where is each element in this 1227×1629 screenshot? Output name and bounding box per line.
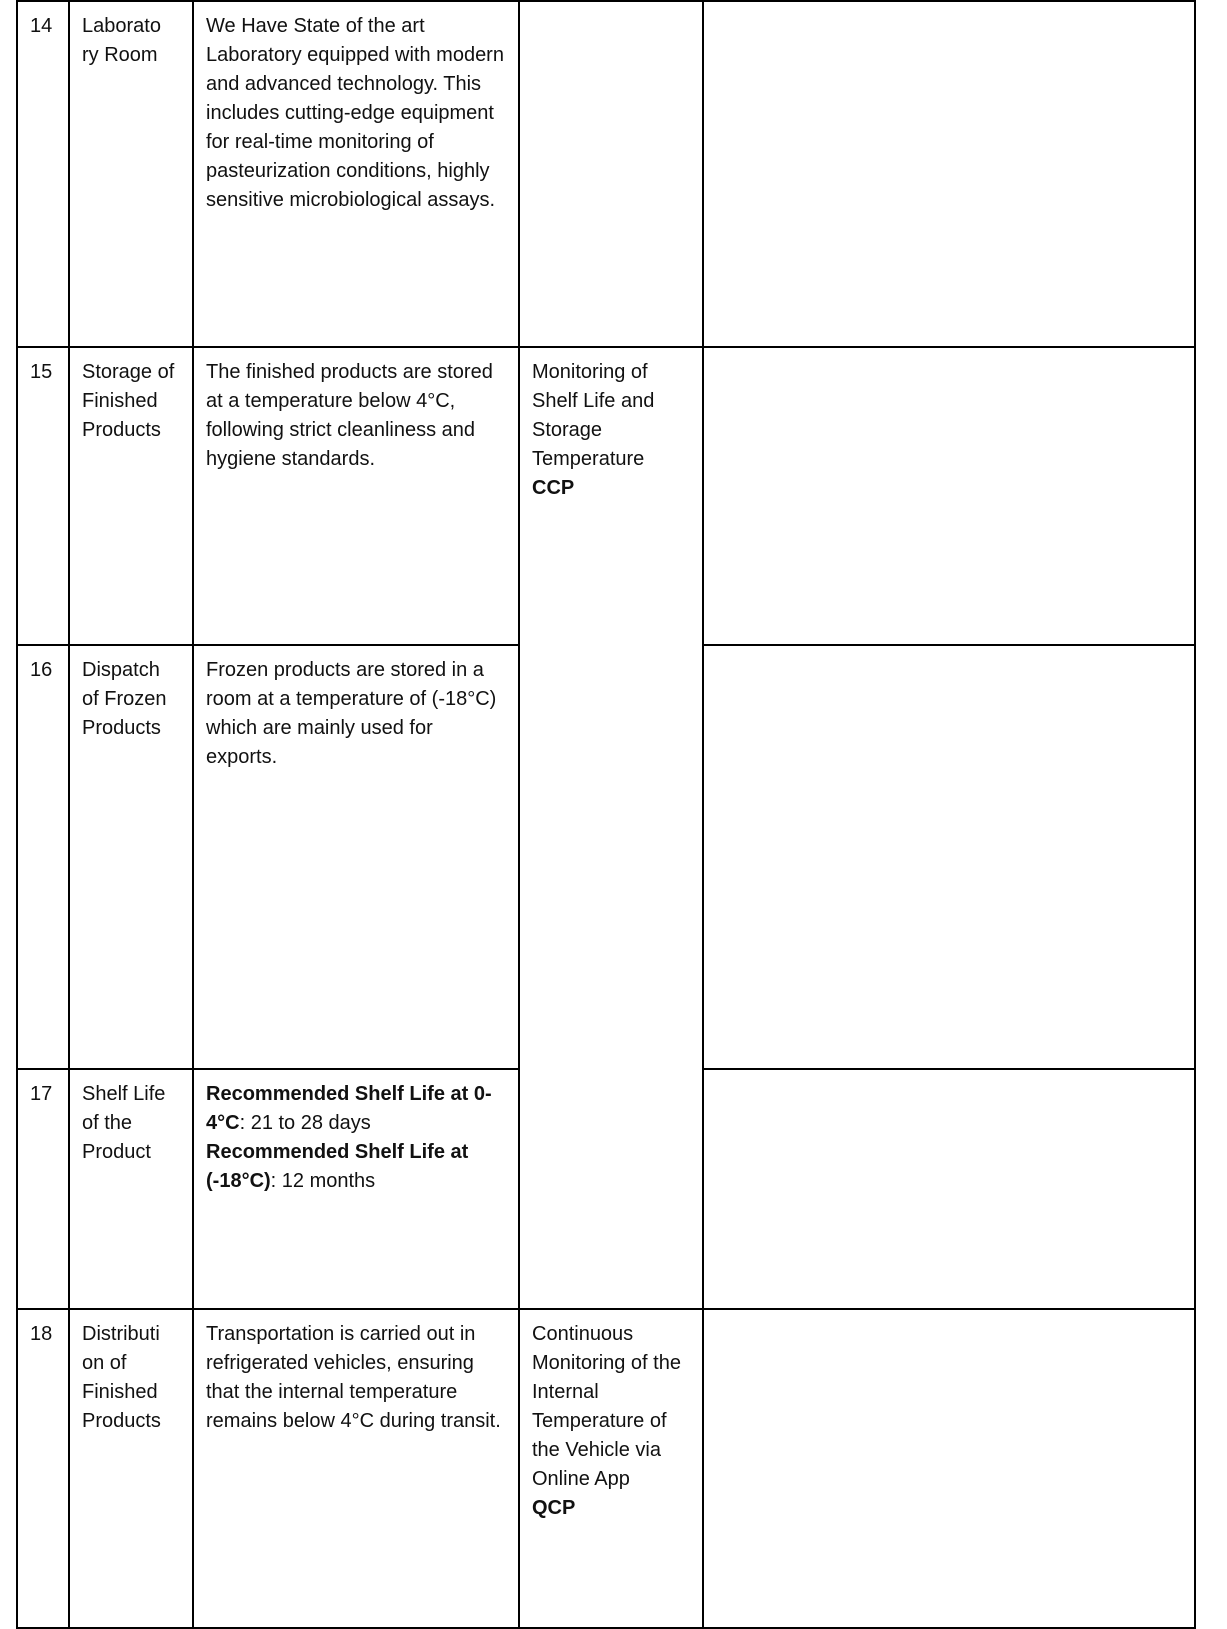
step-name: Dispatch of Frozen Products: [69, 645, 193, 1069]
control-text: Continuous Monitoring of the Internal Temperature of the Vehicle via Online App: [532, 1323, 681, 1490]
shelf-life-label: Recommended Shelf Life at (-18°C): [206, 1141, 469, 1192]
control-code: CCP: [532, 477, 575, 499]
photo-cell: [703, 1309, 1195, 1628]
table-row: [17, 347, 1195, 645]
control-code: QCP: [532, 1497, 576, 1519]
control-point: [519, 1, 703, 347]
step-description: Frozen products are stored in a room at a temperature of (-18°C) which are mainly used for exports.: [193, 645, 519, 1069]
photo-cell: [703, 645, 1195, 1069]
photo-cell: [703, 1069, 1195, 1309]
step-description: We Have State of the art Laboratory equipped with modern and advanced technology. This includes cutting-edge equipment for real-time monitoring of pasteurization conditions, highly sensitive microbiological assays.: [193, 1, 519, 347]
step-description: Transportation is carried out in refrigerated vehicles, ensuring that the internal temperature remains below 4°C during transit.: [193, 1309, 519, 1628]
shelf-life-value: : 21 to 28 days: [239, 1112, 371, 1134]
step-description: The finished products are stored at a temperature below 4°C, following strict cleanliness and hygiene standards.: [193, 347, 519, 645]
table-row: [17, 1309, 1195, 1628]
step-number: 16: [17, 645, 69, 1069]
process-table: [16, 0, 1196, 1629]
step-name: Shelf Life of the Product: [69, 1069, 193, 1309]
shelf-life-value: : 12 months: [270, 1170, 376, 1192]
step-name: Laborato ry Room: [69, 1, 193, 347]
photo-cell: [703, 1, 1195, 347]
control-point: [519, 347, 703, 1309]
shelf-life-label: Recommended Shelf Life at 0-4°C: [206, 1083, 492, 1134]
step-name: Distributi on of Finished Products: [69, 1309, 193, 1628]
step-number: 15: [17, 347, 69, 645]
control-point: [519, 1309, 703, 1628]
photo-cell: [703, 347, 1195, 645]
shelf-life-description: [193, 1069, 519, 1309]
table-row: [17, 1, 1195, 347]
step-number: 18: [17, 1309, 69, 1628]
step-number: 14: [17, 1, 69, 347]
step-name: Storage of Finished Products: [69, 347, 193, 645]
step-number: 17: [17, 1069, 69, 1309]
control-text: Monitoring of Shelf Life and Storage Temperature: [532, 361, 655, 470]
